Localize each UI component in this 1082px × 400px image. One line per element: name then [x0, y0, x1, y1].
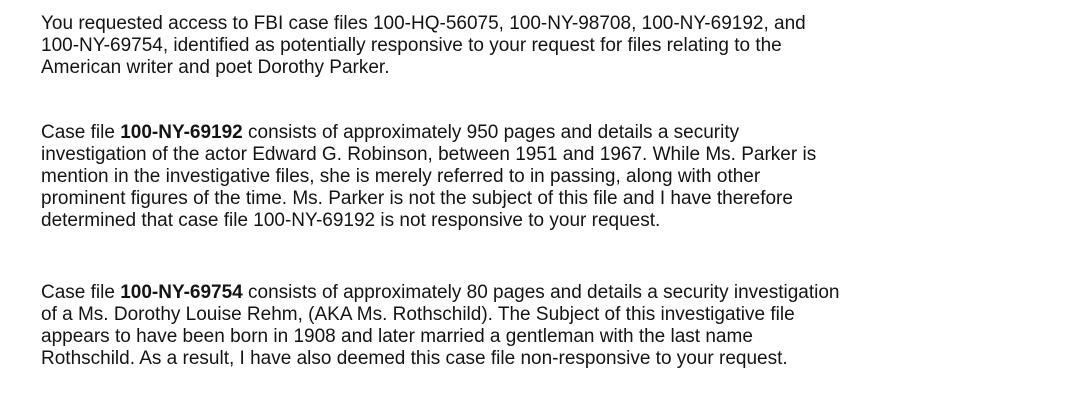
text-line: Rothschild. As a result, I have also deemed this case file non-responsive to your request.	[41, 348, 788, 369]
text-line: American writer and poet Dorothy Parker.	[41, 57, 390, 78]
paragraph-access-request	[41, 13, 1061, 79]
text-line: of a Ms. Dorothy Louise Rehm, (AKA Ms. Rothschild). The Subject of this investigative file	[41, 304, 795, 325]
text-line: prominent figures of the time. Ms. Parker is not the subject of this file and I have therefore	[41, 188, 793, 209]
text-line	[41, 122, 1061, 144]
case-file-lead: Case file	[41, 122, 121, 143]
text-line: determined that case file 100-NY-69192 is not responsive to your request.	[41, 210, 661, 231]
text-line: appears to have been born in 1908 and later married a gentleman with the last name	[41, 326, 753, 347]
text-line: 100-NY-69754, identified as potentially responsive to your request for files relating to the	[41, 35, 782, 56]
case-file-lead: Case file	[41, 282, 121, 303]
text-line: You requested access to FBI case files 100-HQ-56075, 100-NY-98708, 100-NY-69192, and	[41, 13, 806, 34]
text-line: investigation of the actor Edward G. Robinson, between 1951 and 1967. While Ms. Parker is	[41, 144, 817, 165]
case-file-description: consists of approximately 950 pages and details a security	[242, 122, 740, 143]
text-line	[41, 282, 1061, 304]
text-line: mention in the investigative files, she is merely referred to in passing, along with other	[41, 166, 761, 187]
case-file-description: consists of approximately 80 pages and details a security investigation	[242, 282, 840, 303]
case-file-number: 100-NY-69192	[120, 122, 243, 143]
paragraph-case-file-69754	[41, 282, 1061, 370]
paragraph-case-file-69192	[41, 122, 1061, 232]
case-file-number: 100-NY-69754	[120, 282, 243, 303]
